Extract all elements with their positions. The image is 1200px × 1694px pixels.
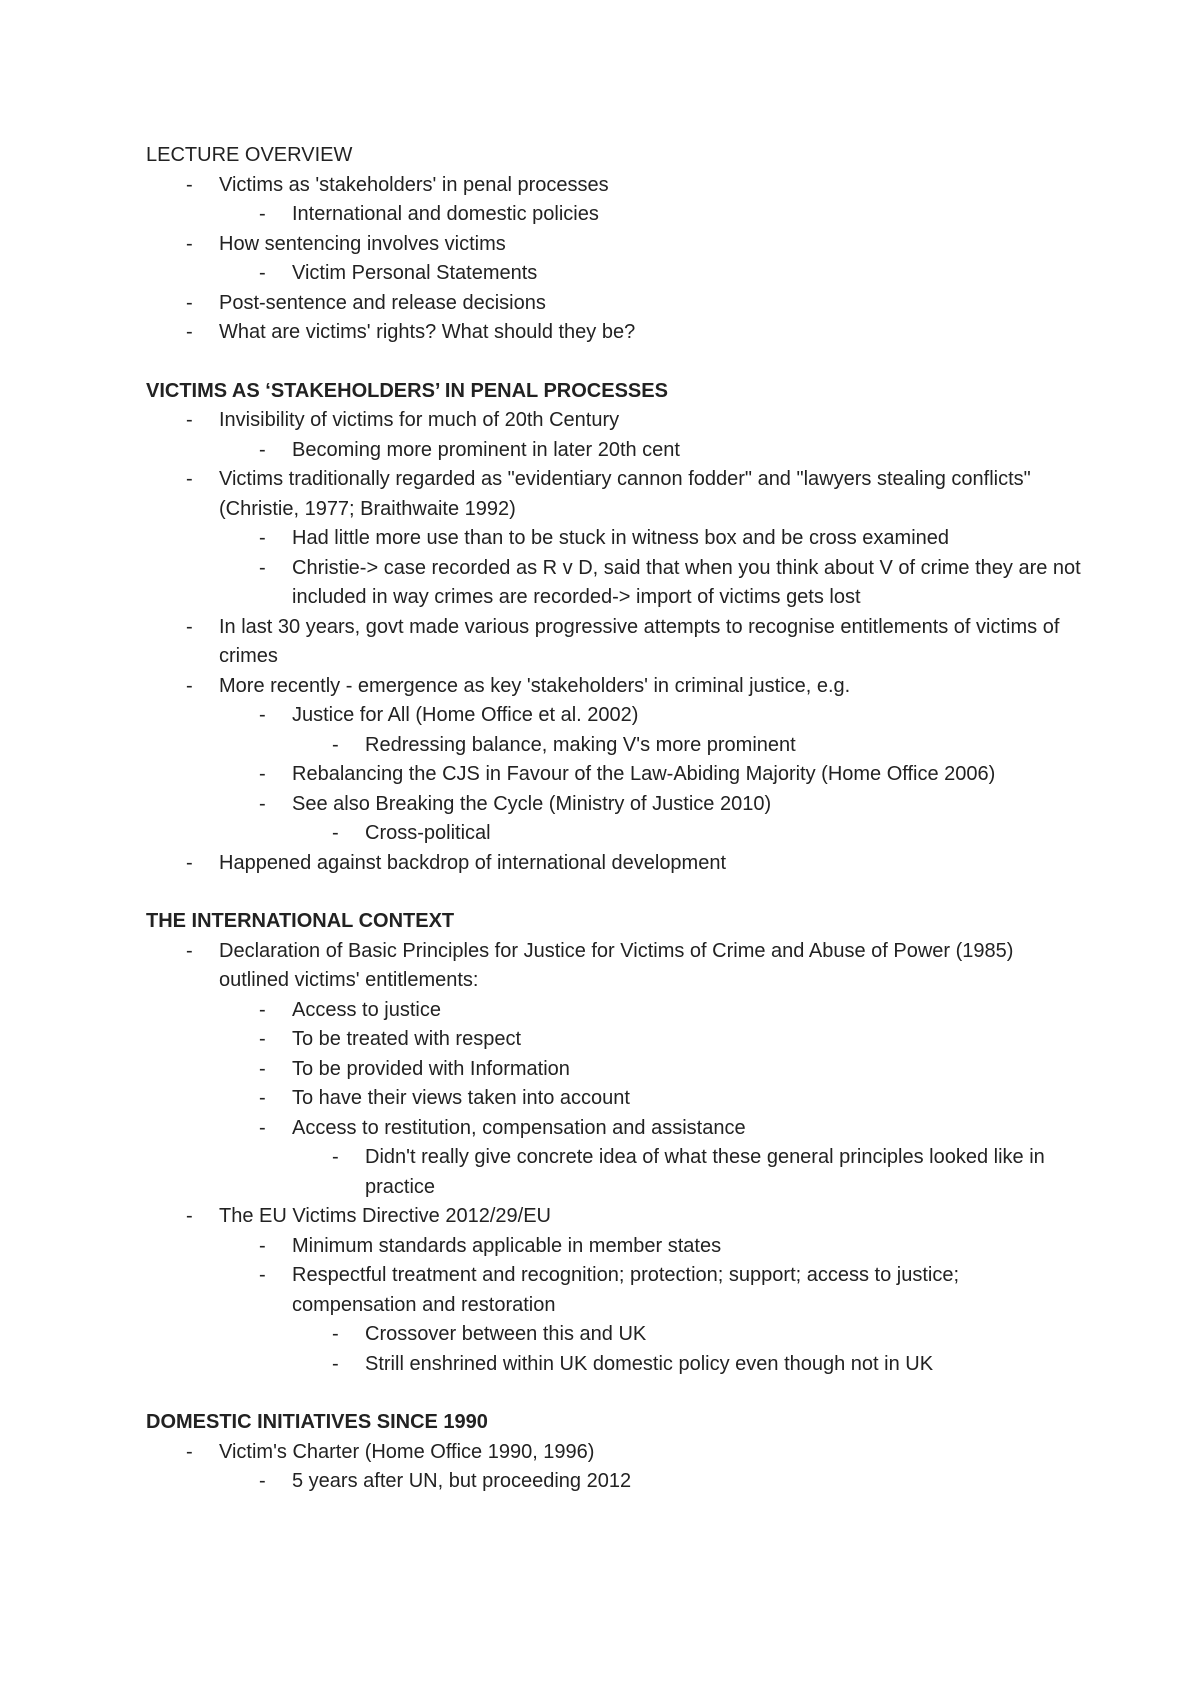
international-context-section [146,907,1086,1379]
list-item: - Justice for All (Home Office et al. 2002) [146,701,1086,731]
domestic-initiatives-section [146,1408,1086,1497]
lecture-notes-page [146,141,1086,1497]
dash-bullet: - [186,1205,193,1227]
dash-bullet: - [259,792,266,815]
list-item: - Access to restitution, compensation and assistance [146,1114,1086,1144]
bullet-list [146,1438,1086,1497]
dash-bullet: - [259,1057,266,1080]
list-item: - See also Breaking the Cycle (Ministry of Justice 2010) [146,790,1086,820]
list-item: - To be provided with Information [146,1055,1086,1085]
dash-bullet: - [259,1234,266,1257]
list-item: - More recently - emergence as key 'stakeholders' in criminal justice, e.g. [146,672,1086,702]
list-item: - Didn't really give concrete idea of what these general principles looked like in practice [146,1143,1086,1202]
section-heading: VICTIMS AS ‘STAKEHOLDERS’ IN PENAL PROCESSES [146,379,668,402]
list-item: - 5 years after UN, but proceeding 2012 [146,1467,1086,1497]
dash-bullet: - [259,556,266,579]
dash-bullet: - [332,822,339,844]
dash-bullet: - [259,998,266,1021]
dash-bullet: - [259,527,266,549]
dash-bullet: - [186,1440,193,1463]
list-item: - In last 30 years, govt made various progressive attempts to recognise entitlements of victims of crimes [146,613,1086,672]
list-item: - To have their views taken into account [146,1084,1086,1114]
dash-bullet: - [186,321,193,343]
list-item: - Invisibility of victims for much of 20th Century [146,406,1086,436]
dash-bullet: - [259,763,266,785]
dash-bullet: - [186,409,193,431]
list-item: - Rebalancing the CJS in Favour of the Law-Abiding Majority (Home Office 2006) [146,760,1086,790]
dash-bullet: - [332,1323,339,1345]
dash-bullet: - [259,704,266,726]
list-item: - Victims traditionally regarded as "evidentiary cannon fodder" and "lawyers stealing conflicts" (Christie, 1977; Braithwaite 1992) [146,465,1086,524]
dash-bullet: - [332,1146,339,1168]
list-item: - Christie-> case recorded as R v D, said that when you think about V of crime they are not included in way crimes are recorded-> import of victims gets lost [146,554,1086,613]
list-item: - What are victims' rights? What should they be? [146,318,1086,348]
bullet-list [146,406,1086,878]
dash-bullet: - [332,1352,339,1375]
dash-bullet: - [186,674,193,697]
dash-bullet: - [186,173,193,196]
dash-bullet: - [259,203,266,225]
list-item: - Redressing balance, making V's more prominent [146,731,1086,761]
dash-bullet: - [259,438,266,461]
list-item: - Had little more use than to be stuck in witness box and be cross examined [146,524,1086,554]
dash-bullet: - [259,1264,266,1286]
list-item: - Crossover between this and UK [146,1320,1086,1350]
list-item: - Declaration of Basic Principles for Justice for Victims of Crime and Abuse of Power (1985) outlined victims' entitlements: [146,937,1086,996]
bullet-list [146,937,1086,1380]
section-heading: THE INTERNATIONAL CONTEXT [146,910,455,932]
dash-bullet: - [259,1087,266,1109]
dash-bullet: - [186,291,193,314]
dash-bullet: - [186,939,193,962]
dash-bullet: - [259,1028,266,1050]
list-item: - To be treated with respect [146,1025,1086,1055]
dash-bullet: - [332,733,339,756]
dash-bullet: - [259,1470,266,1492]
list-item: - How sentencing involves victims [146,230,1086,260]
dash-bullet: - [259,262,266,284]
stakeholders-section [146,377,1086,879]
bullet-list [146,171,1086,348]
list-item: - Minimum standards applicable in member states [146,1232,1086,1262]
dash-bullet: - [186,851,193,874]
section-heading: LECTURE OVERVIEW [146,144,353,166]
list-item: - The EU Victims Directive 2012/29/EU [146,1202,1086,1232]
list-item: - Victim's Charter (Home Office 1990, 1996) [146,1438,1086,1468]
list-item: - Victims as 'stakeholders' in penal processes [146,171,1086,201]
dash-bullet: - [186,615,193,638]
dash-bullet: - [186,468,193,490]
list-item: - Happened against backdrop of international development [146,849,1086,879]
list-item: - Respectful treatment and recognition; protection; support; access to justice; compensation and restoration [146,1261,1086,1320]
list-item: - Strill enshrined within UK domestic policy even though not in UK [146,1350,1086,1380]
section-heading: DOMESTIC INITIATIVES SINCE 1990 [146,1411,488,1433]
lecture-overview-section [146,141,1086,348]
dash-bullet: - [186,232,193,255]
dash-bullet: - [259,1116,266,1139]
list-item: - Access to justice [146,996,1086,1026]
list-item: - Cross-political [146,819,1086,849]
list-item: - Post-sentence and release decisions [146,289,1086,319]
list-item: - Becoming more prominent in later 20th cent [146,436,1086,466]
list-item: - International and domestic policies [146,200,1086,230]
list-item: - Victim Personal Statements [146,259,1086,289]
